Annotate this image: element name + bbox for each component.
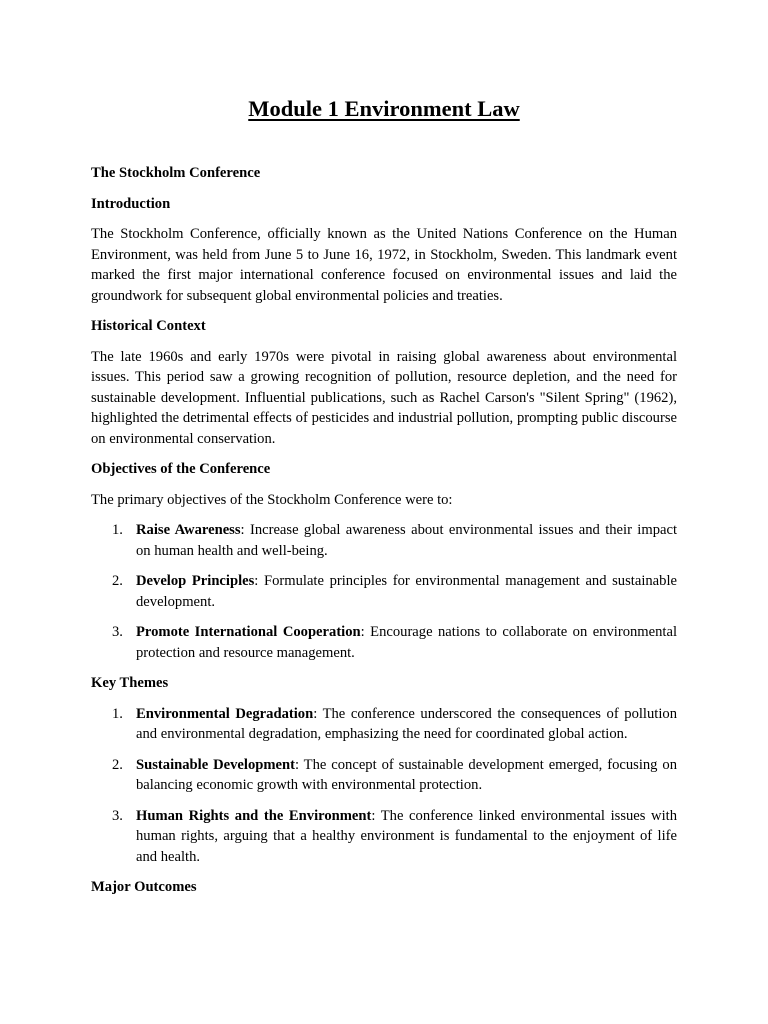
list-item-number: 2. [112, 573, 123, 589]
document-title: Module 1 Environment Law [248, 96, 520, 121]
list-item-text: : The concept of sustainable development emerged, focusing on balancing economic growth with environmental protection. [136, 756, 677, 793]
section-heading-major-outcomes: Major Outcomes [91, 879, 197, 895]
section-heading-introduction: Introduction [91, 195, 171, 212]
section-heading-objectives: Objectives of the Conference [91, 461, 271, 477]
list-item-text: : Encourage nations to collaborate on environmental protection and resource management. [136, 624, 678, 661]
list-item [91, 520, 677, 561]
section-heading-stockholm: The Stockholm Conference [91, 165, 261, 181]
section-heading-historical-context: Historical Context [91, 318, 206, 334]
list-item [91, 755, 677, 796]
list-item-text: : The conference linked environmental issues with human rights, arguing that a healthy environment is fundamental to the enjoyment of life and health. [136, 807, 677, 865]
list-item-term: Promote International Cooperation [136, 624, 361, 640]
key-themes-list [91, 704, 677, 868]
list-item [91, 806, 677, 868]
historical-context-paragraph: The late 1960s and early 1970s were pivotal in raising global awareness about environmental issues. This period saw a growing recognition of pollution, resource depletion, and the need for sustainable development. Influential publications, such as Rachel Carson's "Silent Spring" (1962), highlighted the detrimental effects of pesticides and industrial pollution, prompting public discourse on environmental conservation. [91, 348, 677, 447]
list-item-number: 3. [112, 807, 123, 824]
list-item-number: 1. [112, 705, 123, 722]
list-item-term: Sustainable Development [136, 756, 295, 773]
objectives-list [91, 520, 677, 663]
list-item-number: 3. [112, 624, 123, 640]
list-item-text: : Increase global awareness about environmental issues and their impact on human health and well-being. [136, 522, 678, 559]
list-item-term: Develop Principles [136, 573, 255, 589]
list-item-number: 2. [112, 756, 123, 773]
section-heading-key-themes: Key Themes [91, 675, 169, 691]
objectives-intro-paragraph: The primary objectives of the Stockholm Conference were to: [91, 491, 453, 508]
list-item-number: 1. [112, 522, 123, 538]
list-item-term: Human Rights and the Environment [136, 807, 372, 824]
list-item [91, 704, 677, 745]
list-item [91, 622, 677, 663]
introduction-paragraph: The Stockholm Conference, officially known as the United Nations Conference on the Human Environment, was held from June 5 to June 16, 1972, in Stockholm, Sweden. This landmark event marked the first major international conference focused on environmental issues and laid the groundwork for subsequent global environmental policies and treaties. [91, 226, 677, 304]
list-item-text: : The conference underscored the consequences of pollution and environmental degradation, emphasizing the need for coordinated global action. [136, 705, 677, 742]
list-item-term: Raise Awareness [136, 522, 241, 538]
list-item [91, 571, 677, 612]
list-item-term: Environmental Degradation [136, 705, 314, 722]
list-item-text: : Formulate principles for environmental management and sustainable development. [136, 573, 677, 610]
